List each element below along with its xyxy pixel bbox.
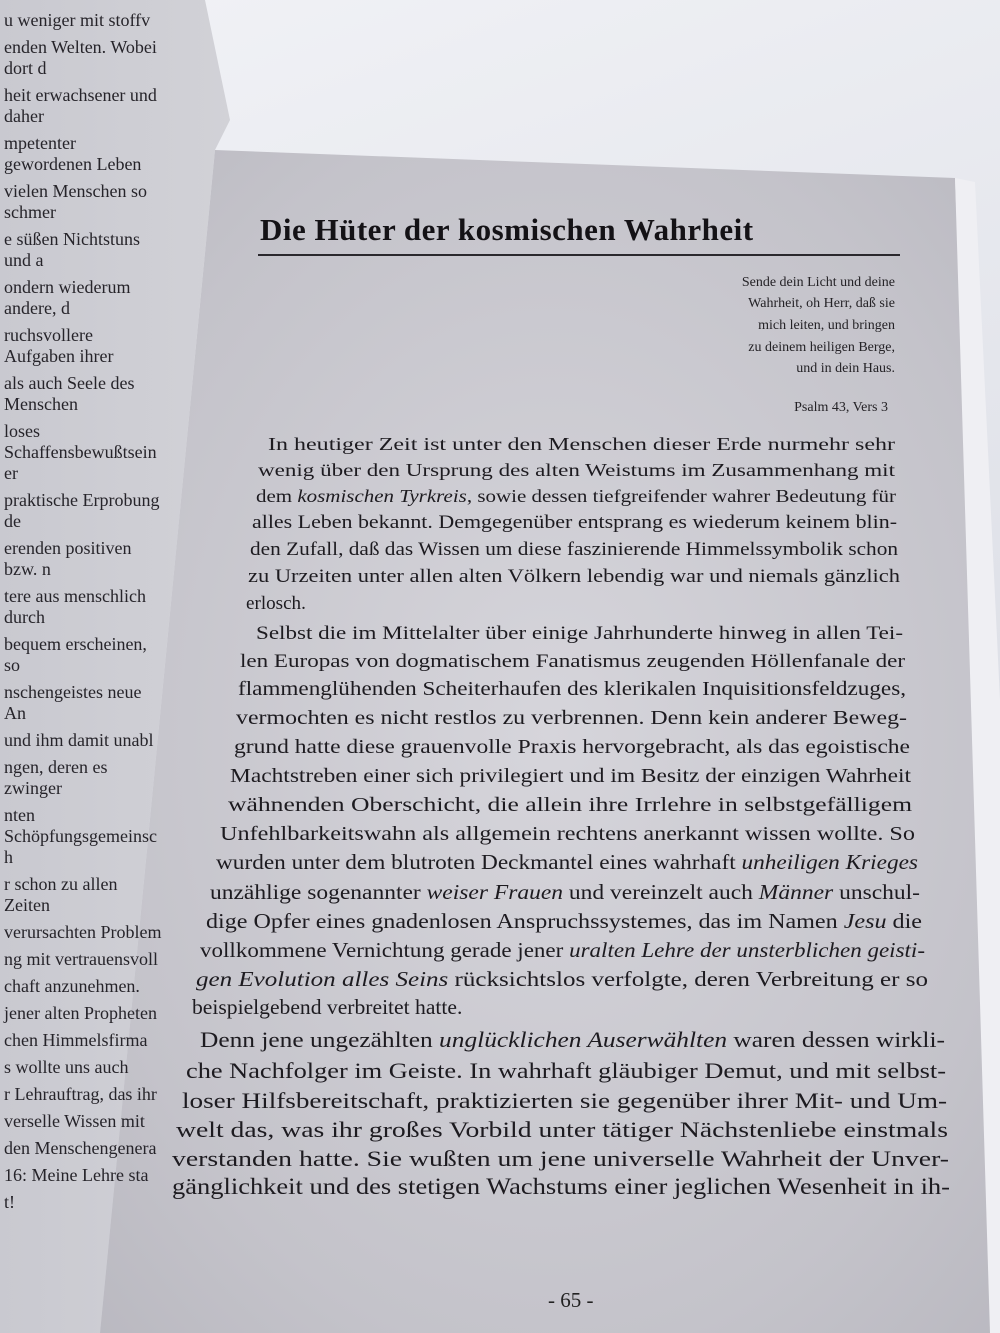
text-segment: und vereinzelt auch bbox=[563, 880, 759, 905]
text-segment: dige Opfer eines gnadenlosen Anspruchssystemes, das im Namen bbox=[206, 909, 844, 934]
left-page-line: loses Schaffensbewußtsein er bbox=[4, 421, 157, 483]
text-segment: unschul- bbox=[833, 880, 920, 905]
left-page-line: 16: Meine Lehre sta bbox=[4, 1165, 149, 1185]
chapter-heading: Die Hüter der kosmischen Wahrheit bbox=[260, 212, 754, 247]
italic-phrase: weiser Frauen bbox=[426, 880, 564, 905]
text-segment: gänglichkeit und des stetigen Wachstums einer jeglichen Wesenheit in ih- bbox=[172, 1174, 950, 1200]
body-text-line bbox=[176, 1117, 948, 1143]
body-text-line bbox=[230, 765, 911, 788]
left-page-line: jener alten Propheten bbox=[4, 1003, 157, 1023]
text-segment: rücksichtslos verfolgte, deren Verbreitung er so bbox=[448, 967, 928, 992]
text-segment: alles Leben bekannt. Demgegenüber entsprang es wiederum keinem blin- bbox=[252, 511, 897, 533]
text-segment: wurden unter dem blutroten Deckmantel eines wahrhaft bbox=[216, 851, 742, 874]
italic-phrase: kosmischen Tyrkreis bbox=[297, 485, 467, 506]
text-segment: vollkommene Vernichtung gerade jener bbox=[200, 938, 570, 963]
left-page-line: praktische Erprobung de bbox=[4, 490, 160, 531]
left-page-line: tere aus menschlich durch bbox=[4, 586, 146, 627]
epigraph-line: Wahrheit, oh Herr, daß sie bbox=[748, 296, 895, 311]
text-segment: In heutiger Zeit ist unter den Menschen dieser Erde nurmehr sehr bbox=[268, 434, 895, 455]
body-text-line bbox=[234, 736, 910, 759]
left-page-line: chaft anzunehmen. bbox=[4, 976, 140, 996]
body-text-line bbox=[240, 651, 905, 673]
body-text-line bbox=[228, 794, 912, 817]
left-page-line: r schon zu allen Zeiten bbox=[4, 874, 118, 915]
text-segment: beispielgebend verbreitet hatte. bbox=[192, 995, 463, 1020]
text-segment: wenig über den Ursprung des alten Weistums im Zusammenhang mit bbox=[258, 460, 895, 481]
left-page-line: und ihm damit unabl bbox=[4, 730, 154, 750]
body-text-line bbox=[246, 593, 306, 615]
body-text-line bbox=[172, 1146, 949, 1172]
left-page-line: ruchsvollere Aufgaben ihrer bbox=[4, 325, 114, 366]
body-text-line bbox=[206, 909, 922, 933]
body-text-line bbox=[200, 1028, 945, 1053]
text-segment: zu Urzeiten unter allen alten Völkern lebendig war und niemals gänzlich bbox=[248, 565, 900, 587]
body-text-line bbox=[200, 938, 925, 962]
text-segment: Unfehlbarkeitswahn als allgemein rechtens anerkannt wissen wollte. So bbox=[220, 822, 915, 845]
body-text-line bbox=[256, 623, 903, 645]
left-page-line: enden Welten. Wobei dort d bbox=[4, 37, 157, 78]
text-segment: Selbst die im Mittelalter über einige Jahrhunderte hinweg in allen Tei- bbox=[256, 623, 903, 645]
left-page-line: vielen Menschen so schmer bbox=[4, 181, 147, 222]
body-text-line bbox=[256, 486, 896, 507]
body-text-line bbox=[196, 967, 928, 992]
text-segment: che Nachfolger im Geiste. In wahrhaft gläubiger Demut, und mit selbst- bbox=[186, 1057, 946, 1083]
left-page-line: nten Schöpfungsgemeinsch bbox=[4, 805, 157, 867]
body-text-line bbox=[182, 1088, 947, 1113]
left-page-line: e süßen Nichtstuns und a bbox=[4, 229, 140, 270]
text-segment: verstanden hatte. Sie wußten um jene universelle Wahrheit der Unver- bbox=[172, 1145, 949, 1171]
left-page-line: verursachten Problem bbox=[4, 922, 162, 942]
left-page-line: als auch Seele des Menschen bbox=[4, 373, 135, 414]
left-page-line: r Lehrauftrag, das ihr bbox=[4, 1084, 157, 1104]
italic-phrase: uralten Lehre der unsterblichen geisti- bbox=[569, 938, 925, 963]
text-segment: Machtstreben einer sich privilegiert und im Besitz der einzigen Wahrheit bbox=[230, 764, 911, 787]
left-page-line: bequem erscheinen, so bbox=[4, 634, 147, 675]
text-segment: welt das, was ihr großes Vorbild unter tätiger Nächstenliebe einstmals bbox=[176, 1116, 948, 1142]
left-page-line: nschengeistes neue An bbox=[4, 682, 142, 723]
text-segment: Denn jene ungezählten bbox=[200, 1027, 440, 1052]
text-segment: len Europas von dogmatischem Fanatismus zeugenden Höllenfanale der bbox=[240, 651, 905, 673]
italic-phrase: Jesu bbox=[843, 909, 887, 934]
italic-phrase: gen Evolution alles Seins bbox=[196, 967, 449, 992]
text-segment: grund hatte diese grauenvolle Praxis hervorgebracht, als das egoistische bbox=[234, 736, 910, 758]
left-page-line: t! bbox=[4, 1192, 15, 1212]
page-number: - 65 - bbox=[548, 1288, 594, 1312]
text-segment: flammenglühenden Scheiterhaufen des klerikalen Inquisitionsfeldzuges, bbox=[238, 679, 906, 701]
body-text-line bbox=[192, 995, 462, 1020]
body-text-line bbox=[216, 852, 918, 876]
text-segment: vermochten es nicht restlos zu verbrennen. Denn kein anderer Beweg- bbox=[236, 707, 907, 730]
italic-phrase: Männer bbox=[758, 880, 834, 905]
body-text-line bbox=[268, 434, 895, 455]
italic-phrase: unheiligen Krieges bbox=[741, 851, 918, 874]
left-page-text bbox=[4, 10, 164, 1219]
left-page-line: erenden positiven bzw. n bbox=[4, 538, 132, 579]
body-text-line bbox=[252, 512, 897, 533]
body-text-line bbox=[258, 460, 895, 481]
left-page-line: ondern wiederum andere, d bbox=[4, 277, 131, 318]
left-page-line: s wollte uns auch bbox=[4, 1057, 129, 1077]
left-page-line: den Menschengenera bbox=[4, 1138, 157, 1158]
epigraph-line: und in dein Haus. bbox=[796, 361, 895, 376]
text-segment: dem bbox=[256, 485, 298, 506]
text-segment: erlosch. bbox=[246, 592, 306, 614]
left-page-line: ng mit vertrauensvoll bbox=[4, 949, 158, 969]
body-text-line bbox=[236, 707, 907, 730]
body-text-line bbox=[250, 539, 898, 561]
text-segment: waren dessen wirkli- bbox=[727, 1027, 945, 1052]
body-text-line bbox=[248, 566, 900, 588]
left-page-line: u weniger mit stoffv bbox=[4, 10, 151, 30]
text-segment: die bbox=[886, 909, 922, 934]
epigraph-line: Sende dein Licht und deine bbox=[741, 275, 895, 290]
text-segment: wähnenden Oberschicht, die allein ihre Irrlehre in selbstgefälligem bbox=[228, 793, 912, 816]
body-text-line bbox=[186, 1058, 946, 1083]
text-segment: unzählige sogenannter bbox=[210, 880, 427, 905]
left-page-line: ngen, deren es zwinger bbox=[4, 757, 108, 798]
body-text-line bbox=[210, 880, 920, 904]
epigraph-source: Psalm 43, Vers 3 bbox=[794, 400, 888, 415]
left-page-line: verselle Wissen mit bbox=[4, 1111, 145, 1131]
text-segment: den Zufall, daß das Wissen um diese faszinierende Himmelssymbolik schon bbox=[250, 538, 898, 560]
heading-underline bbox=[258, 254, 900, 256]
left-page-line: heit erwachsener und daher bbox=[4, 85, 157, 126]
left-page-line: chen Himmelsfirma bbox=[4, 1030, 148, 1050]
epigraph-line: mich leiten, und bringen bbox=[758, 318, 895, 333]
left-page-line: mpetenter gewordenen Leben bbox=[4, 133, 142, 174]
body-text-line bbox=[220, 823, 915, 847]
epigraph-line: zu deinem heiligen Berge, bbox=[748, 340, 895, 355]
italic-phrase: unglücklichen Auserwählten bbox=[439, 1027, 728, 1052]
text-segment: loser Hilfsbereitschaft, praktizierten sie gegenüber ihrer Mit- und Um- bbox=[182, 1087, 948, 1113]
body-text-line bbox=[238, 679, 906, 702]
body-text-line bbox=[172, 1174, 950, 1200]
text-segment: , sowie dessen tiefgreifender wahrer Bedeutung für bbox=[466, 485, 896, 506]
